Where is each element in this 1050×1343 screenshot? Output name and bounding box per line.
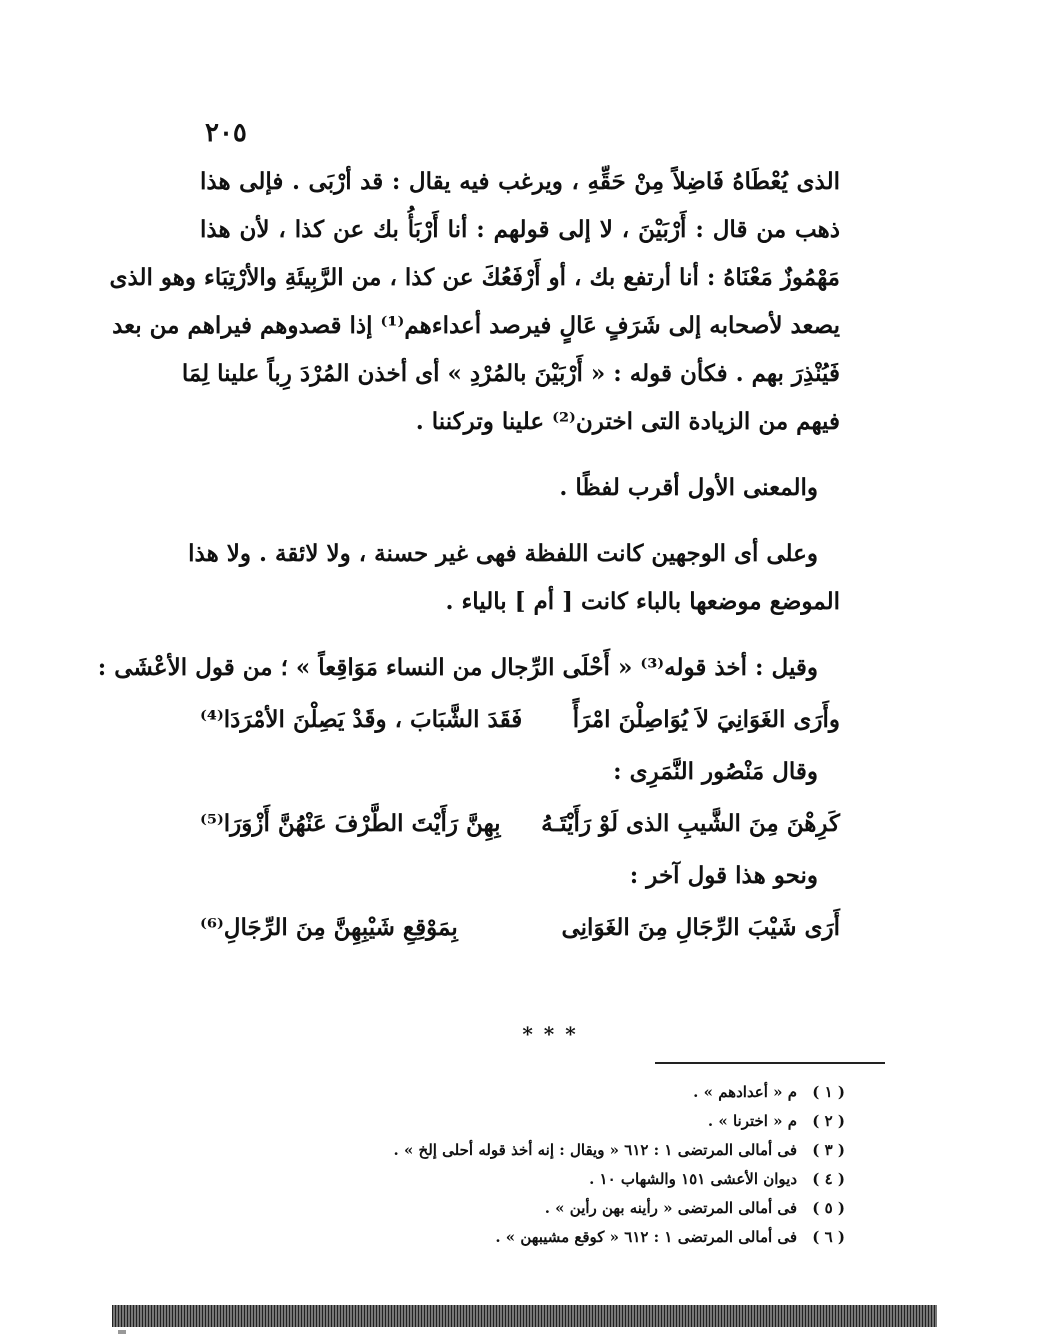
footnote-text: فى أمالى المرتضى ١ : ٦١٢ « ويقال : إنه أخذ قوله أحلى إلخ » . [393, 1141, 798, 1159]
poetry-verse [200, 796, 840, 852]
footnote-text: م « أعدادهم » . [693, 1083, 798, 1101]
paragraph-gap [200, 512, 840, 530]
footnote [300, 1107, 845, 1136]
footnotes [300, 1078, 845, 1252]
scan-artifact [118, 1330, 126, 1334]
verse-first-hemistich: أَرَى شَيْبَ الرِّجَالِ مِنَ الغَوَانِى [561, 914, 840, 941]
text-line: يصعد لأصحابه إلى شَرَفٍ عَالٍ فيرصد أعداءهم⁽¹⁾ إذا قصدوهم فيراهم من بعد [112, 312, 840, 339]
verse-first-hemistich: كَرِهْنَ مِنَ الشَّيبِ الذى لَوْ رَأَيْتَـهُ [541, 810, 840, 837]
footnote-text: م « اخترنا » . [707, 1112, 798, 1130]
text-line: الموضع موضعها بالباء كانت [ أم ] بالياء . [445, 588, 840, 615]
footnote [300, 1165, 845, 1194]
footnote [300, 1078, 845, 1107]
footnote-number: ( ٢ ) [812, 1112, 845, 1130]
footnote [300, 1136, 845, 1165]
scan-edge-band [112, 1305, 937, 1327]
section-separator: * * * [522, 1022, 578, 1046]
verse-first-hemistich: وأَرَى الغَوَانِيَ لاَ يُوَاصِلْنَ امْرَأً [572, 706, 840, 733]
footnote [300, 1223, 845, 1252]
paragraph-line: وقيل : أخذ قوله⁽³⁾ « أَحْلَى الرِّجال من النساء مَوَاقِعاً » ؛ من قول الأعْشَى : [97, 654, 818, 681]
paragraph-gap [200, 626, 840, 644]
paragraph-line: والمعنى الأول أقرب لفظًا . [559, 474, 818, 501]
paragraph-gap [200, 446, 840, 464]
text-line: ذهب من قال : أَرْبَيْنَ ، لا إلى قولهم : أنا أَرْبَأُ بك عن كذا ، لأن هذا [200, 216, 840, 243]
verse-second-hemistich: فَقَدَ الشَّبَابَ ، وقَدْ يَصِلْنَ الأمْرَدَا⁽⁴⁾ [200, 706, 523, 733]
poetry-verse [200, 900, 840, 956]
text-line: فيهم من الزيادة التى اخترن⁽²⁾ علينا وتركننا . [415, 408, 840, 435]
paragraph-line: ونحو هذا قول آخر : [629, 862, 818, 889]
main-text [97, 158, 840, 956]
text-line: مَهْمُوزٌ مَعْنَاهُ : أنا أرتفع بك ، أو أَرْفَعُكَ عن كذا ، من الرَّبِيئَةِ والأرْتِبَاء وهو الذى [109, 264, 840, 291]
text-line: الذى يُعْطَاهُ فَاضِلاً مِنْ حَقِّهِ ، ويرغب فيه يقال : قد أرْبَى . فإلى هذا [200, 168, 840, 195]
paragraph-line: وقال مَنْصُور النَّمَرِى : [613, 758, 818, 785]
footnote-number: ( ٥ ) [812, 1199, 845, 1217]
footnote-text: فى أمالى المرتضى « رأينه بهن رأين » . [544, 1199, 798, 1217]
verse-second-hemistich: بِهِنَّ رَأَيْتَ الطَّرْفَ عَنْهُنَّ أَزْوَرَا⁽⁵⁾ [200, 810, 501, 837]
footnote-text: فى أمالى المرتضى ١ : ٦١٢ « كوقع مشيبهن » . [495, 1228, 798, 1246]
footnote-number: ( ١ ) [812, 1083, 845, 1101]
footnote-text: ديوان الأعشى ١٥١ والشهاب ١٠ . [589, 1170, 798, 1188]
page-number: ٢٠٥ [205, 118, 247, 148]
text-line: فَيُنْذِرَ بهم . فكأن قوله : « أَرْبَيْنَ بالمُرْدِ » أى أخذن المُرْدَ رِباً علينا لِمَا [181, 360, 840, 387]
footnote-number: ( ٤ ) [812, 1170, 845, 1188]
footnote-number: ( ٦ ) [812, 1228, 845, 1246]
text-line: وعلى أى الوجهين كانت اللفظة فهى غير حسنة ، ولا لائقة . ولا هذا [188, 540, 818, 567]
footnote-divider [655, 1062, 885, 1064]
verse-second-hemistich: بِمَوْقِعِ شَيْبِهِنَّ مِنَ الرِّجَالِ⁽⁶⁾ [200, 914, 458, 941]
poetry-verse [200, 692, 840, 748]
footnote [300, 1194, 845, 1223]
footnote-number: ( ٣ ) [812, 1141, 845, 1159]
